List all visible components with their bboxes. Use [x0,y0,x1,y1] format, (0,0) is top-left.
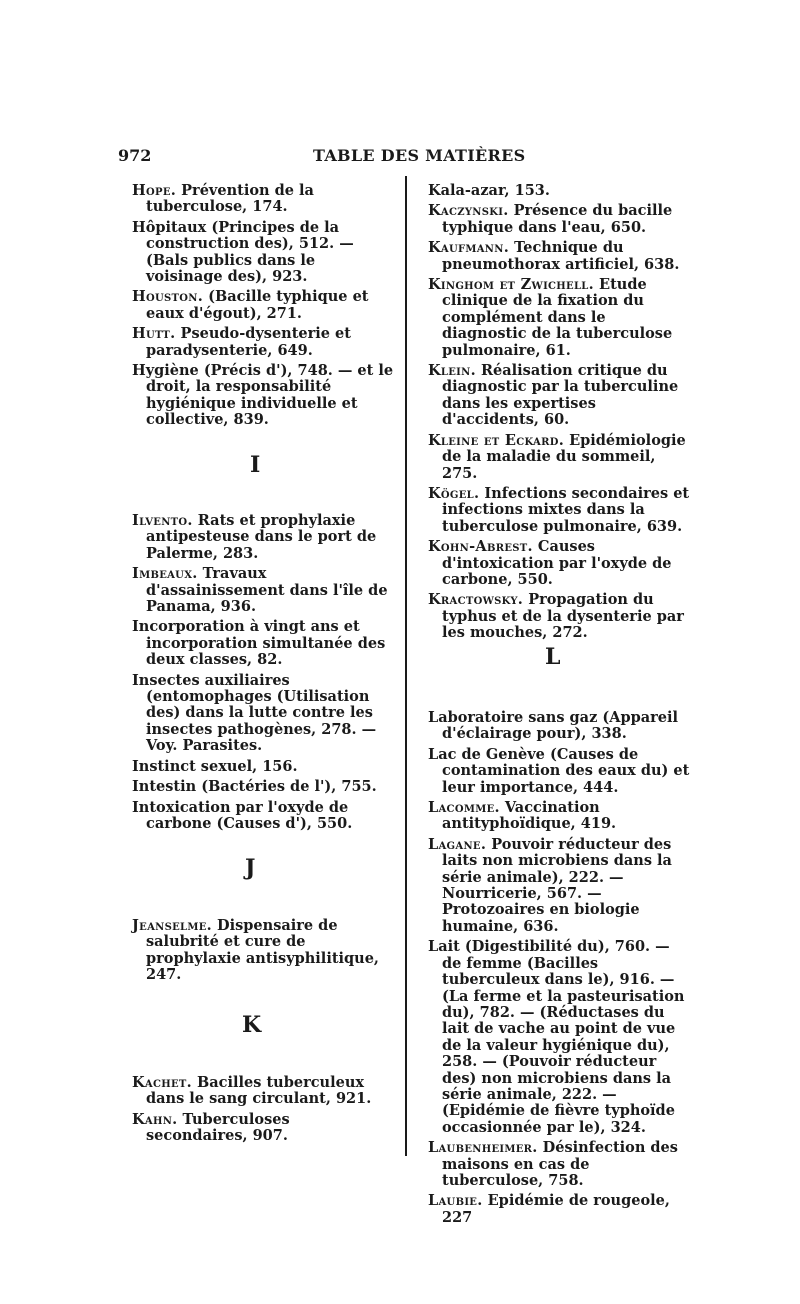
entry-author: Houston. [132,288,204,306]
entry-author: Laubenheimer. [428,1139,538,1157]
index-entry [132,220,394,286]
index-entry [428,800,690,833]
entry-text: Insectes auxiliaires (entomophages (Utilisation des) dans la lutte contre les insectes pathogènes, 278. — Voy. Parasites. [132,671,377,755]
entry-text: Prévention de la tuberculose, 174. [146,182,314,216]
entry-text: Travaux d'assainissement dans l'île de Panama, 936. [146,565,388,616]
index-entry [132,183,394,216]
entry-text: Intoxication par l'oxyde de carbone (Causes d'), 550. [132,798,353,832]
index-entry [132,289,394,322]
entry-text: Pseudo-dysenterie et paradysenterie, 649. [146,325,351,359]
entry-text: Désinfection des maisons en cas de tuberculose, 758. [442,1139,678,1189]
section-letter-l: L [545,644,561,670]
entry-text: Infections secondaires et infections mixtes dans la tuberculose pulmonaire, 639. [442,484,690,535]
entry-text: Rats et prophylaxie antipesteuse dans le port de Palerme, 283. [146,512,377,562]
entry-text: Dispensaire de salubrité et cure de prophylaxie antisyphilitique, 247. [146,917,379,984]
index-entry [132,326,394,359]
entry-author: Hutt. [132,325,176,343]
entry-author: Kaczynski. [428,202,509,220]
entry-author: Kahn. [132,1110,178,1128]
entry-author: Kaufmann. [428,239,510,257]
index-entry [428,939,690,1136]
index-entry [428,592,690,641]
entry-author: Hope. [132,182,177,199]
entry-author: Jeanselme. [132,917,212,934]
index-entry [132,513,394,562]
entry-author: Klein. [428,362,476,380]
left-column-section-k [132,1075,394,1145]
running-title: TABLE DES MATIÈRES [313,146,526,165]
entry-author: Ilvento. [132,512,193,529]
right-column [428,183,690,642]
entry-text: Pouvoir réducteur des laits non microbiens dans la série animale), 222. — Nourricerie, 567. — Protozoaires en biologie humaine, 636. [442,835,672,935]
left-column-section-j [132,918,394,984]
entry-text: Causes d'intoxication par l'oxyde de carbone, 550. [442,538,672,588]
entry-author: Kinghom et Zwichell. [428,276,594,294]
index-entry [428,486,690,535]
index-entry [132,1112,394,1145]
index-entry [132,619,394,668]
entry-text: Etude clinique de la fixation du complément dans le diagnostic de la tuberculose pulmonaire, 61. [442,276,673,359]
index-entry [428,433,690,482]
entry-text: (Bacille typhique et eaux d'égout), 271. [146,288,369,322]
entry-group-h [132,183,394,429]
index-entry [428,203,690,236]
index-entry [132,566,394,615]
index-entry [428,747,690,796]
page-number: 972 [118,146,152,165]
entry-author: Kachet. [132,1074,192,1091]
section-letter-j: J [245,855,256,881]
index-entry [428,1193,690,1226]
index-entry [132,759,394,775]
index-entry [428,363,690,429]
entry-text: Réalisation critique du diagnostic par la tuberculine dans les expertises d'accidents, 60. [442,362,679,429]
index-entry [132,363,394,429]
entry-text: Hôpitaux (Principes de la construction des), 512. — (Bals publics dans le voisinage des), 923. [132,218,354,286]
index-entry [428,240,690,273]
entry-text: Tuberculoses secondaires, 907. [146,1110,290,1145]
entry-text: Lac de Genève (Causes de contamination des eaux du) et leur importance, 444. [428,745,690,796]
index-entry [132,918,394,984]
page-header [118,146,690,170]
entry-author: Laubie. [428,1192,483,1210]
left-column-section-i [132,513,394,832]
entry-text: Kala-azar, 153. [428,182,550,199]
index-entry [428,710,690,743]
entry-text: Intestin (Bactéries de l'), 755. [132,778,377,796]
index-entry [132,1075,394,1108]
entry-text: Propagation du typhus et de la dysenterie par les mouches, 272. [442,591,684,642]
entry-text: Epidémiologie de la maladie du sommeil, 275. [442,431,686,482]
index-entry [132,800,394,833]
entry-text: Technique du pneumothorax artificiel, 638. [442,239,680,273]
right-column-section-l [428,710,690,1226]
entry-author: Kleine et Eckard. [428,431,565,449]
column-divider [405,176,407,1156]
entry-text: Epidémie de rougeole, 227 [442,1192,670,1226]
entry-text: Laboratoire sans gaz (Appareil d'éclairage pour), 338. [428,709,679,743]
index-entry [428,539,690,588]
entry-author: Lagane. [428,835,487,853]
index-entry [132,779,394,795]
entry-text: Présence du bacille typhique dans l'eau, 650. [442,202,673,236]
entry-text: Lait (Digestibilité du), 760. — de femme (Bacilles tuberculeux dans le), 916. — (La ferme et la pasteurisation du), 782. — (Réductases du lait de vache au point de vue de la valeur hygiénique du), 258. — (Pouvoir réducteur des) non microbiens dans la série animale, 222. — (Epidémie de fièvre typhoïde occasionnée par le), 324. [428,938,685,1136]
section-letter-i: I [250,452,261,478]
entry-text: Hygiène (Précis d'), 748. — et le droit, la responsabilité hygiénique individuelle et collective, 839. [132,362,394,429]
entry-author: Kohn-Abrest. [428,538,533,556]
index-entry [428,837,690,935]
entry-author: Lacomme. [428,799,500,817]
entry-text: Bacilles tuberculeux dans le sang circulant, 921. [146,1074,372,1108]
left-column [132,183,394,429]
index-entry [132,673,394,755]
index-entry [428,277,690,359]
section-letter-k: K [242,1012,262,1038]
index-entry [428,1140,690,1189]
entry-author: Imbeaux. [132,565,198,583]
index-entry [428,183,690,199]
entry-text: Instinct sexuel, 156. [132,757,298,775]
entry-author: Kögel. [428,484,480,502]
entry-author: Kractowsky. [428,591,524,609]
entry-text: Incorporation à vingt ans et incorporation simultanée des deux classes, 82. [132,618,386,669]
entry-text: Vaccination antityphoïdique, 419. [442,799,617,833]
